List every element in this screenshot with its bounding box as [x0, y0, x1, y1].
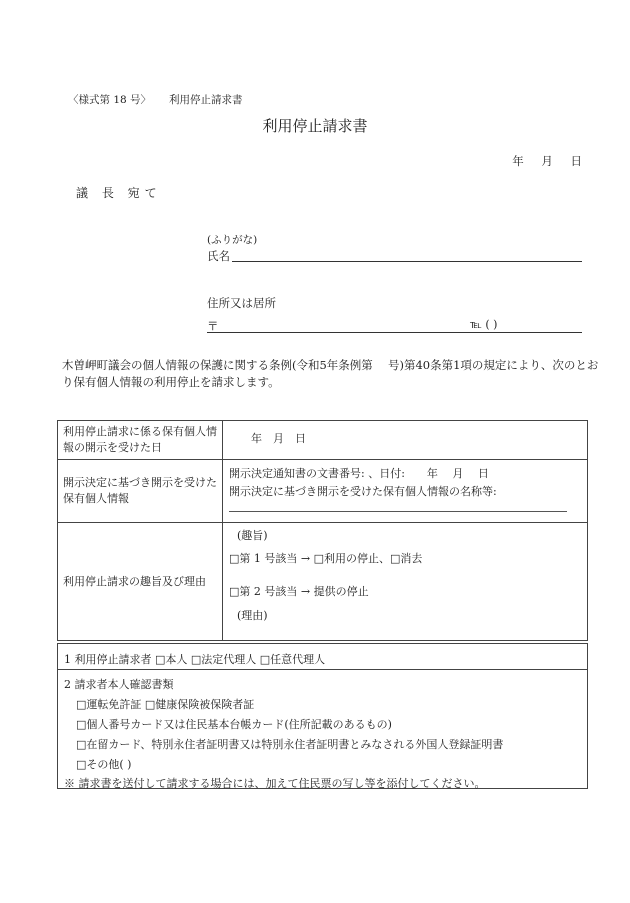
- id-doc-option-1[interactable]: □運転免許証 □健康保険被保険者証: [76, 698, 255, 711]
- addressee: 議 長 宛て: [76, 186, 162, 200]
- divider: [58, 669, 587, 670]
- info-name-line: 開示決定に基づき開示を受けた保有個人情報の名称等:: [229, 485, 497, 498]
- form-name: 利用停止請求書: [169, 94, 243, 106]
- id-doc-option-4[interactable]: □その他( ): [76, 758, 132, 771]
- notice-number-line: 開示決定通知書の文書番号: 、日付: 年 月 日: [229, 467, 489, 480]
- submission-note: ※ 請求書を送付して請求する場合には、加えて住民票の写し等を添付してください。: [64, 777, 486, 790]
- table-row: [58, 421, 588, 460]
- name-field[interactable]: [232, 261, 582, 262]
- address-label: 住所又は居所: [207, 296, 276, 310]
- purpose-heading: (趣旨): [237, 529, 268, 542]
- option-clause-2[interactable]: □第 2 号該当 → 提供の停止: [229, 585, 369, 598]
- id-doc-option-3[interactable]: □在留カード、特別永住者証明書又は特別永住者証明書とみなされる外国人登録証明書: [76, 738, 504, 751]
- purpose-reason-label: 利用停止請求の趣旨及び理由: [58, 523, 223, 641]
- form-number-line: [68, 92, 243, 107]
- furigana-label: (ふりがな): [207, 234, 258, 246]
- form-number: 〈様式第 18 号〉: [68, 94, 152, 106]
- postal-mark: 〒: [207, 319, 219, 333]
- requester-section: [57, 643, 588, 789]
- tel-label: ℡ ( ): [470, 318, 498, 331]
- id-docs-heading: 2 請求者本人確認書類: [64, 678, 174, 691]
- disclosure-date-cell[interactable]: [223, 421, 588, 460]
- disclosed-info-label: 開示決定に基づき開示を受けた保有個人情報: [58, 460, 223, 523]
- table-row: [58, 460, 588, 523]
- disclosed-info-cell[interactable]: [223, 460, 588, 523]
- table-row: [58, 523, 588, 641]
- date-line: 年 月 日: [512, 154, 582, 168]
- disclosure-date-label: 利用停止請求に係る保有個人情報の開示を受けた日: [58, 421, 223, 460]
- request-details-table: [57, 420, 588, 641]
- option-clause-1[interactable]: □第 1 号該当 → □利用の停止、□消去: [229, 552, 423, 565]
- info-name-field[interactable]: [229, 511, 567, 512]
- purpose-reason-cell[interactable]: [223, 523, 588, 641]
- requester-type[interactable]: 1 利用停止請求者 □本人 □法定代理人 □任意代理人: [64, 653, 326, 666]
- address-field[interactable]: [207, 332, 582, 333]
- page-title: 利用停止請求書: [262, 117, 368, 135]
- id-doc-option-2[interactable]: □個人番号カード又は住民基本台帳カード(住所記載のあるもの): [76, 718, 392, 731]
- name-label: 氏名: [207, 249, 230, 263]
- request-statement: 木曽岬町議会の個人情報の保護に関する条例(令和5年条例第 号)第40条第1項の規定により、次のとおり保有個人情報の利用停止を請求します。: [62, 358, 599, 389]
- reason-heading: (理由): [237, 609, 268, 622]
- disclosure-date-value: 年 月 日: [251, 432, 306, 445]
